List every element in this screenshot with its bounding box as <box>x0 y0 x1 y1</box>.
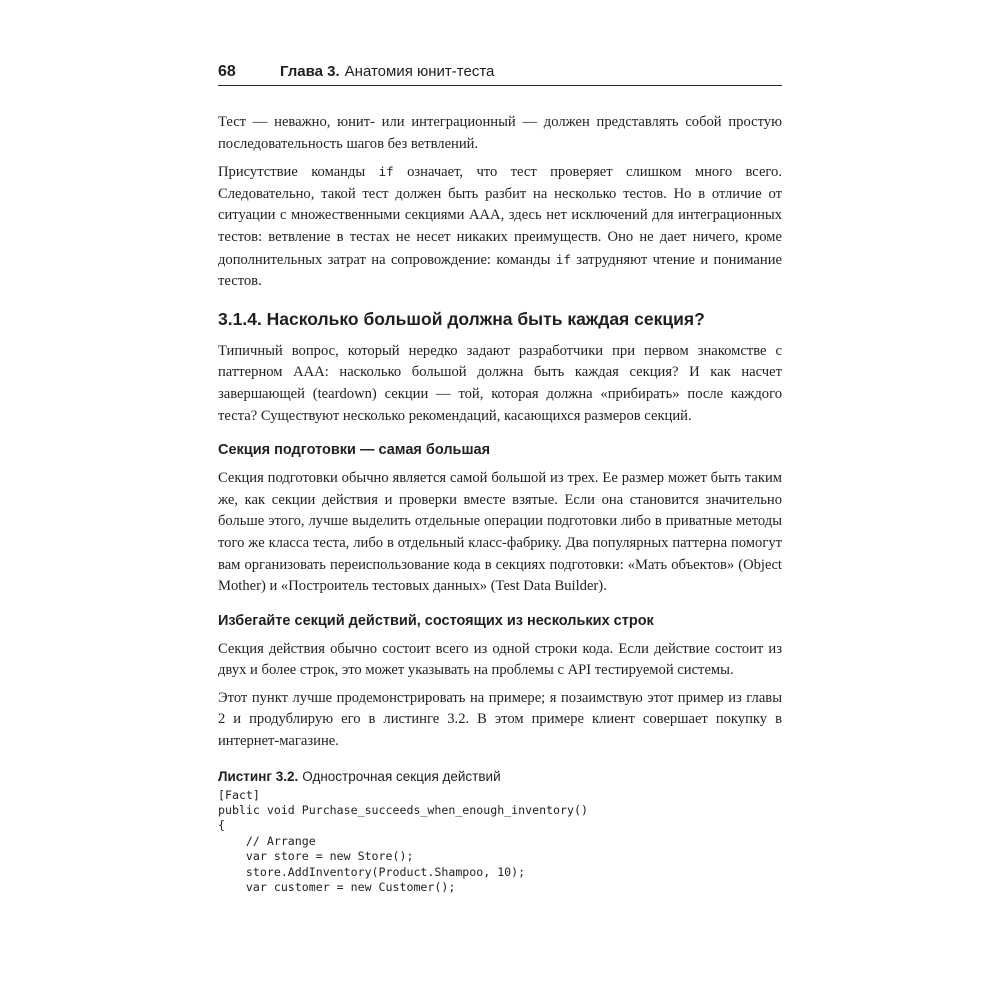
paragraph-2-text-a: Присутствие команды <box>218 164 379 181</box>
paragraph-2-text-c: затрудняют чтение и понимание тестов. <box>218 251 782 290</box>
paragraph-6: Этот пункт лучше продемонстрировать на примере; я позаимствую этот пример из главы 2 и продублирую его в листинге 3.2. В этом примере клиент совершает покупку в интернет-магазине. <box>218 689 782 750</box>
paragraph-4: Секция подготовки обычно является самой большой из трех. Ее размер может быть таким же, как секции действия и проверки вместе взятые. Если она становится значительно больше этого, лучше выделить отдельные операции подготовки либо в приватные методы того же класса теста, либо в отдельный класс-фабрику. Два популярных паттерна помогут вам организовать переиспользование кода в секциях подготовки: «Мать объектов» (Object Mother) и «Построитель тестовых данных» (Test Data Builder). <box>218 470 782 595</box>
code-line: store.AddInventory(Product.Shampoo, 10); <box>218 864 526 879</box>
page-number: 68 <box>218 63 236 80</box>
paragraph-3: Типичный вопрос, который нередко задают разработчики при первом знакомстве с паттерном ААА: насколько большой должна быть каждая секция? И как насчет завершающей (teardown) секции — той, которая должна «прибирать» после каждого теста? Существуют несколько рекомендаций, касающихся размеров секций. <box>218 342 782 424</box>
code-line: { <box>218 818 225 833</box>
listing-caption <box>218 767 782 786</box>
paragraph-2 <box>218 161 782 293</box>
chapter-label: Глава 3. <box>280 63 340 80</box>
listing-label: Листинг 3.2. <box>218 768 299 784</box>
code-line: var store = new Store(); <box>218 849 414 864</box>
inline-code-if: if <box>378 164 394 180</box>
subsection-heading-arrange: Секция подготовки — самая большая <box>218 442 491 459</box>
running-head <box>218 62 782 86</box>
section-heading: 3.1.4. Насколько большой должна быть каждая секция? <box>218 308 705 329</box>
chapter-title: Анатомия юнит-теста <box>344 63 495 80</box>
code-line: public void Purchase_succeeds_when_enough_inventory() <box>218 803 588 818</box>
code-listing <box>218 788 782 896</box>
paragraph-5: Секция действия обычно состоит всего из одной строки кода. Если действие состоит из двух и более строк, это может указывать на проблемы с API тестируемой системы. <box>218 640 782 679</box>
book-page <box>218 62 782 896</box>
inline-code-if: if <box>555 251 571 267</box>
code-line: [Fact] <box>218 787 260 802</box>
code-line: var customer = new Customer(); <box>218 880 456 895</box>
listing-title: Однострочная секция действий <box>302 768 501 784</box>
paragraph-2-text-b: означает, что тест проверяет слишком много всего. Следовательно, такой тест должен быть разбит на несколько тестов. Но в отличие от ситуации с множественными секциями ААА, здесь нет исключений для интеграционных тестов: ветвление в тестах не несет никаких преимуществ. Оно не дает ничего, кроме дополнительных затрат на сопровождение: команды <box>218 164 783 268</box>
code-line: // Arrange <box>218 833 316 848</box>
paragraph-1: Тест — неважно, юнит- или интеграционный — должен представлять собой простую последовательность шагов без ветвлений. <box>218 114 782 152</box>
subsection-heading-act: Избегайте секций действий, состоящих из нескольких строк <box>218 612 654 629</box>
